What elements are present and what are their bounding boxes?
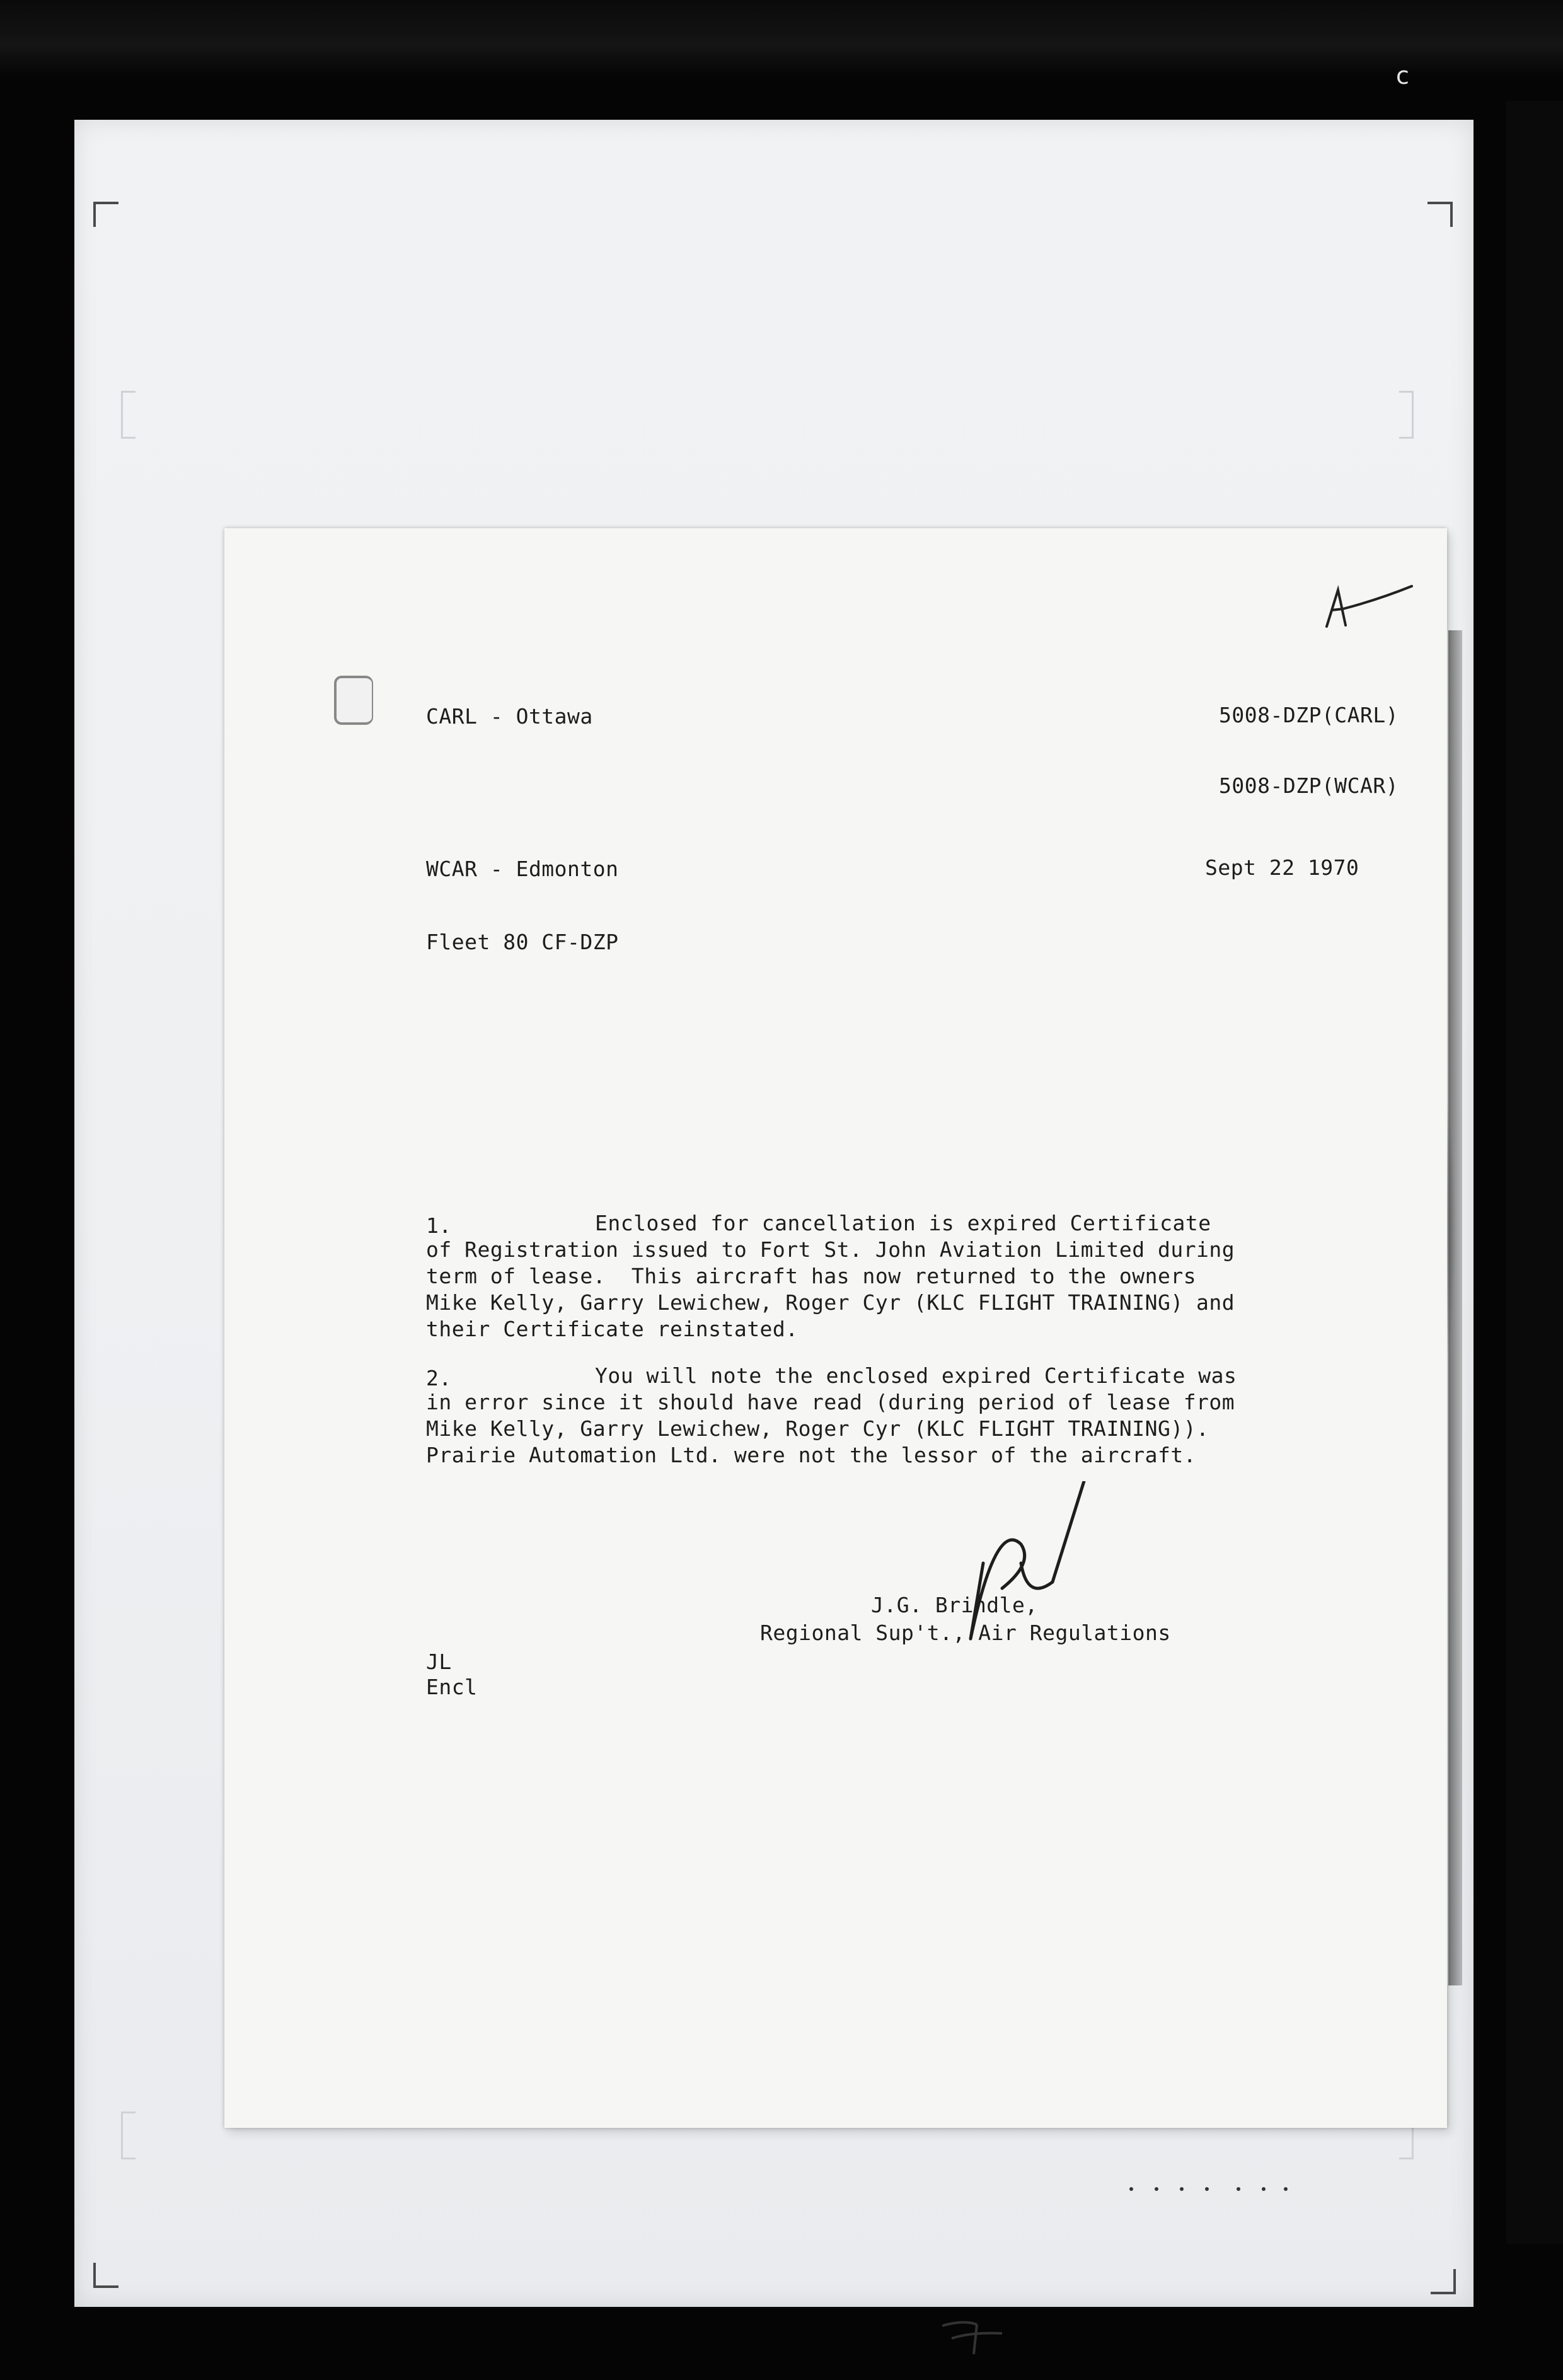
bottom-squiggle-mark: [939, 2319, 1008, 2357]
film-strip-top: [0, 0, 1563, 76]
from-line: WCAR - Edmonton: [426, 857, 619, 881]
paragraph-2-line: in error since it should have read (during period of lease from: [426, 1390, 1235, 1414]
crop-mark-bottom-left: [93, 2263, 118, 2288]
crop-mark-bottom-right: [1431, 2269, 1456, 2294]
guide-mark: [121, 2111, 136, 2159]
paragraph-2-number: 2.: [426, 1366, 452, 1390]
paragraph-2-line: Mike Kelly, Garry Lewichew, Roger Cyr (KLC FLIGHT TRAINING)).: [426, 1416, 1209, 1441]
punch-hole: [334, 676, 373, 725]
margin-annotation-a: [1320, 581, 1415, 632]
guide-mark: [1399, 391, 1414, 439]
letter-date: Sept 22 1970: [1205, 855, 1359, 880]
paragraph-1-line: Enclosed for cancellation is expired Certificate: [595, 1211, 1211, 1235]
crop-mark-top-left: [93, 202, 118, 227]
film-edge-right: [1506, 101, 1563, 2244]
paragraph-1-line: term of lease. This aircraft has now returned to the owners: [426, 1264, 1197, 1288]
signatory-name: J.G. Brindle,: [871, 1593, 1038, 1617]
film-frame-mark: c: [1396, 62, 1409, 90]
subject-line: Fleet 80 CF-DZP: [426, 930, 619, 954]
paragraph-1-number: 1.: [426, 1213, 452, 1238]
typist-initials: JL: [426, 1649, 452, 1674]
file-reference-wcar: 5008-DZP(WCAR): [1219, 773, 1399, 798]
paragraph-1-line: their Certificate reinstated.: [426, 1317, 799, 1341]
guide-mark: [121, 391, 136, 439]
paragraph-2-line: Prairie Automation Ltd. were not the lessor of the aircraft.: [426, 1443, 1197, 1467]
enclosure-note: Encl: [426, 1675, 478, 1699]
to-line: CARL - Ottawa: [426, 704, 593, 729]
letter-sheet: [224, 528, 1447, 2128]
paragraph-1-line: of Registration issued to Fort St. John Aviation Limited during: [426, 1237, 1235, 1262]
crop-mark-top-right: [1427, 202, 1453, 227]
signatory-title: Regional Sup't., Air Regulations: [760, 1620, 1171, 1645]
file-reference-carl: 5008-DZP(CARL): [1219, 703, 1399, 727]
scan-dots: [1128, 2186, 1292, 2192]
paragraph-2-line: You will note the enclosed expired Certificate was: [595, 1363, 1237, 1388]
paragraph-1-line: Mike Kelly, Garry Lewichew, Roger Cyr (KLC FLIGHT TRAINING) and: [426, 1290, 1235, 1315]
